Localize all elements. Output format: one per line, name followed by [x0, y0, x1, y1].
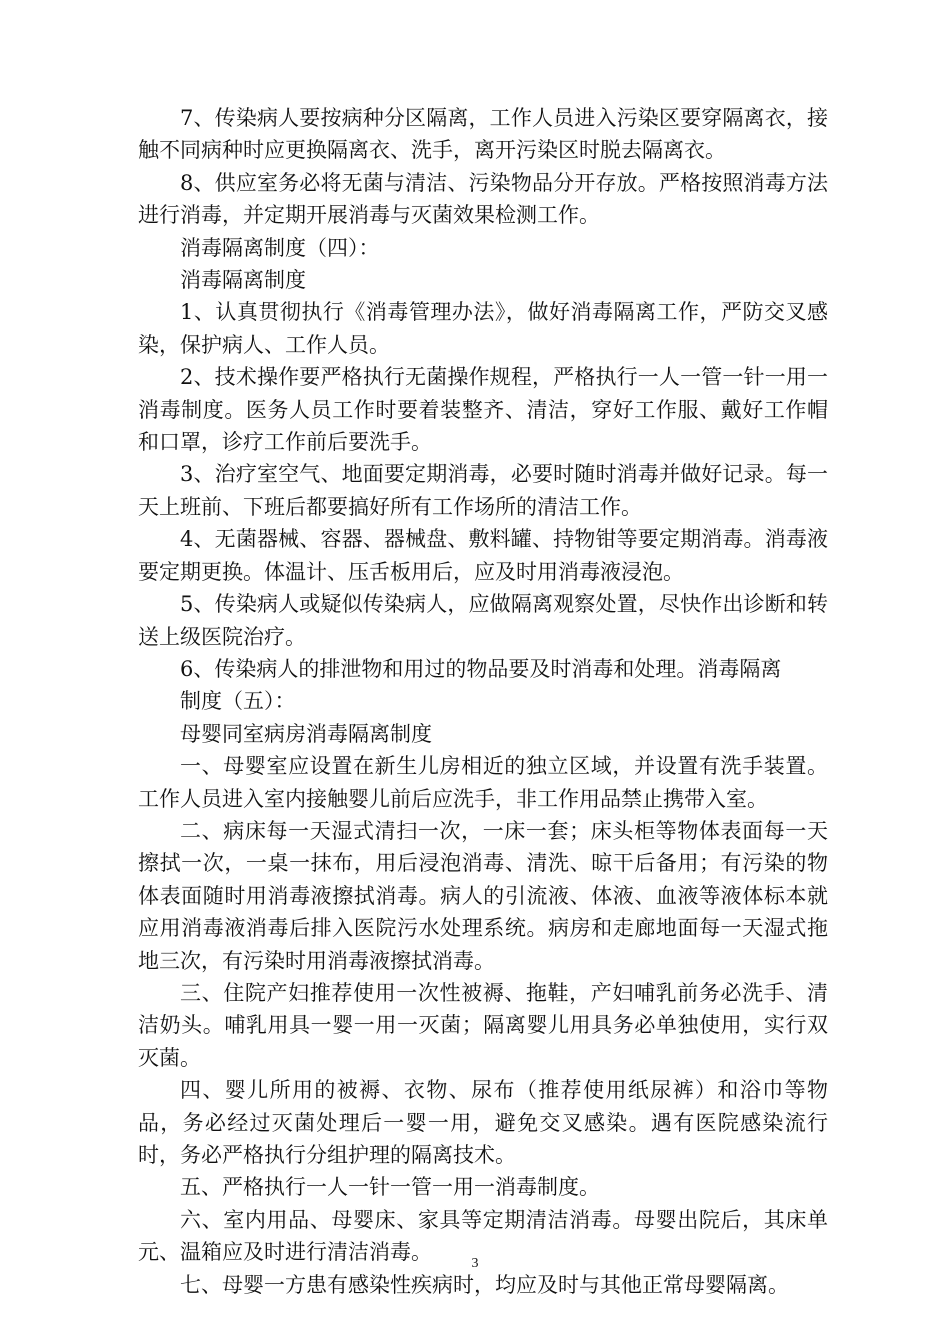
paragraph-11: 三、住院产妇推荐使用一次性被褥、拖鞋，产妇哺乳前务必洗手、清洁奶头。哺乳用具一婴一用一灭菌；隔离婴儿用具务必单独使用，实行双灭菌。	[138, 980, 828, 1070]
paragraph-7: 5、传染病人或疑似传染病人，应做隔离观察处置，尽快作出诊断和转送上级医院治疗。	[138, 592, 828, 649]
section-heading-4: 消毒隔离制度（四）：	[180, 235, 380, 260]
paragraph-14: 六、室内用品、母婴床、家具等定期清洁消毒。母婴出院后，其床单元、温箱应及时进行清洁消毒。	[138, 1207, 828, 1265]
paragraph-8: 6、传染病人的排泄物和用过的物品要及时消毒和处理。消毒隔离	[180, 656, 782, 681]
paragraph-13: 五、严格执行一人一针一管一用一消毒制度。	[180, 1175, 600, 1200]
paragraph-2: 8、供应室务必将无菌与清洁、污染物品分开存放。严格按照消毒方法进行消毒，并定期开展消毒与灭菌效果检测工作。	[138, 170, 828, 228]
page-number: 3	[471, 1256, 479, 1271]
paragraph-6: 4、无菌器械、容器、器械盘、敷料罐、持物钳等要定期消毒。消毒液要定期更换。体温计、压舌板用后，应及时用消毒液浸泡。	[138, 527, 828, 584]
paragraph-3: 1、认真贯彻执行《消毒管理办法》，做好消毒隔离工作，严防交叉感染，保护病人、工作人员。	[138, 300, 828, 357]
paragraph-12: 四、婴儿所用的被褥、衣物、尿布（推荐使用纸尿裤）和浴巾等物品，务必经过灭菌处理后一婴一用，避免交叉感染。遇有医院感染流行时，务必严格执行分组护理的隔离技术。	[138, 1078, 828, 1167]
paragraph-9: 一、母婴室应设置在新生儿房相近的独立区域，并设置有洗手装置。工作人员进入室内接触婴儿前后应洗手，非工作用品禁止携带入室。	[138, 754, 828, 811]
section-heading-5: 制度（五）：	[180, 689, 296, 714]
paragraph-5: 3、治疗室空气、地面要定期消毒，必要时随时消毒并做好记录。每一天上班前、下班后都要搞好所有工作场所的清洁工作。	[138, 462, 828, 519]
section-title-4: 消毒隔离制度	[180, 268, 306, 293]
paragraph-4: 2、技术操作要严格执行无菌操作规程，严格执行一人一管一针一用一消毒制度。医务人员工作时要着装整齐、清洁，穿好工作服、戴好工作帽和口罩，诊疗工作前后要洗手。	[138, 365, 828, 455]
document-body	[138, 102, 828, 1301]
section-title-5: 母婴同室病房消毒隔离制度	[180, 721, 432, 746]
paragraph-15: 七、母婴一方患有感染性疾病时，均应及时与其他正常母婴隔离。	[180, 1272, 789, 1297]
paragraph-1: 7、传染病人要按病种分区隔离，工作人员进入污染区要穿隔离衣，接触不同病种时应更换隔离衣、洗手，离开污染区时脱去隔离衣。	[138, 106, 828, 163]
paragraph-10: 二、病床每一天湿式清扫一次，一床一套；床头柜等物体表面每一天擦拭一次，一桌一抹布，用后浸泡消毒、清洗、晾干后备用；有污染的物体表面随时用消毒液擦拭消毒。病人的引流液、体液、血液等液体标本就应用消毒液消毒后排入医院污水处理系统。病房和走廊地面每一天湿式拖地三次，有污染时用消毒液擦拭消毒。	[138, 818, 828, 973]
